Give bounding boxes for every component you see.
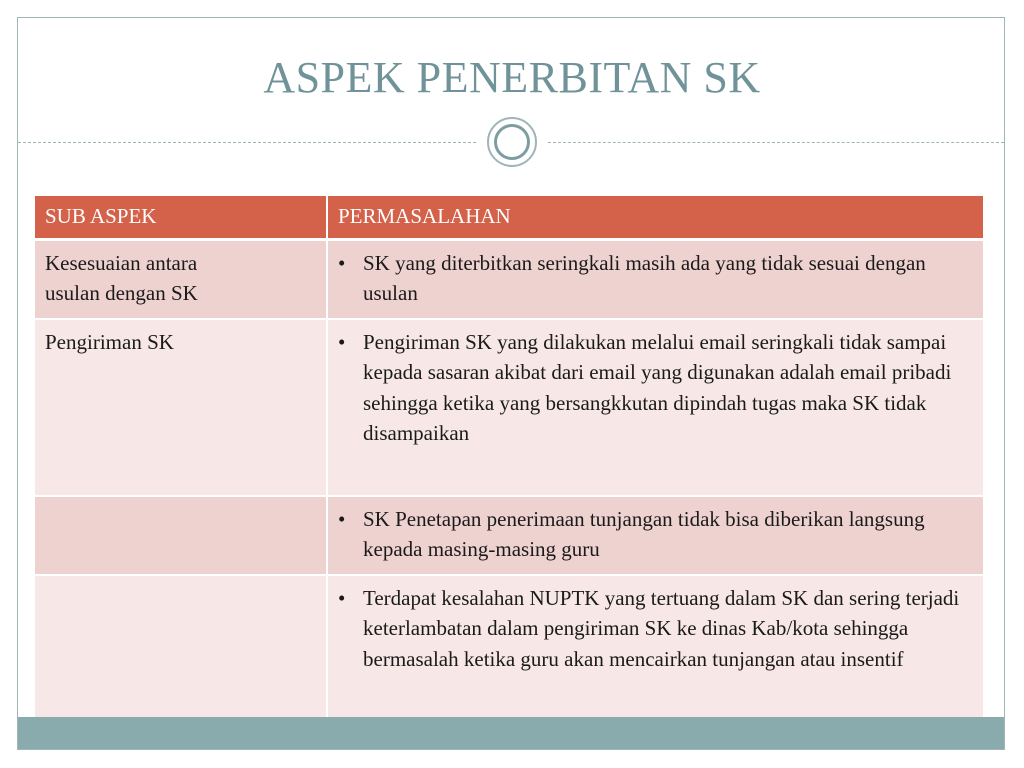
bullet-icon: • — [338, 506, 346, 531]
sub-aspek-cell — [35, 239, 327, 319]
title-divider-right — [548, 142, 1004, 143]
sub-aspek-cell — [35, 575, 327, 719]
title-divider-left — [18, 142, 476, 143]
permasalahan-cell — [327, 575, 984, 719]
table-row — [35, 575, 984, 719]
table-row — [35, 319, 984, 496]
permasalahan-text: SK yang diterbitkan seringkali masih ada yang tidak sesuai dengan usulan — [363, 250, 926, 305]
bullet-icon: • — [338, 585, 346, 610]
footer-accent-bar — [18, 717, 1004, 749]
table-header-row — [35, 196, 984, 239]
permasalahan-text: SK Penetapan penerimaan tunjangan tidak bisa diberikan langsung kepada masing-masing guru — [363, 506, 925, 561]
permasalahan-text: Terdapat kesalahan NUPTK yang tertuang dalam SK dan sering terjadi keterlambatan dalam pengiriman SK ke dinas Kab/kota sehingga bermasalah ketika guru akan mencairkan tunjangan atau insentif — [363, 585, 960, 671]
sub-aspek-cell — [35, 496, 327, 575]
sub-aspek-line: usulan dengan SK — [45, 281, 198, 305]
header-permasalahan: PERMASALAHAN — [327, 196, 984, 239]
permasalahan-cell — [327, 239, 984, 319]
bullet-icon: • — [338, 250, 346, 275]
table-row — [35, 239, 984, 319]
table-row — [35, 496, 984, 575]
header-sub-aspek: SUB ASPEK — [35, 196, 327, 239]
sub-aspek-cell — [35, 319, 327, 496]
bullet-icon: • — [338, 329, 346, 354]
permasalahan-text: Pengiriman SK yang dilakukan melalui email seringkali tidak sampai kepada sasaran akibat dari email yang digunakan adalah email pribadi sehingga ketika yang bersangkkutan dipindah tugas maka SK tidak disampaikan — [363, 329, 952, 445]
sub-aspek-line: Pengiriman SK — [45, 329, 174, 354]
sub-aspek-line: Kesesuaian antara — [45, 250, 198, 275]
circle-ornament-icon — [487, 117, 537, 167]
permasalahan-cell — [327, 496, 984, 575]
slide-title: ASPEK PENERBITAN SK — [263, 53, 761, 102]
permasalahan-cell — [327, 319, 984, 496]
sk-issues-table — [35, 196, 985, 720]
